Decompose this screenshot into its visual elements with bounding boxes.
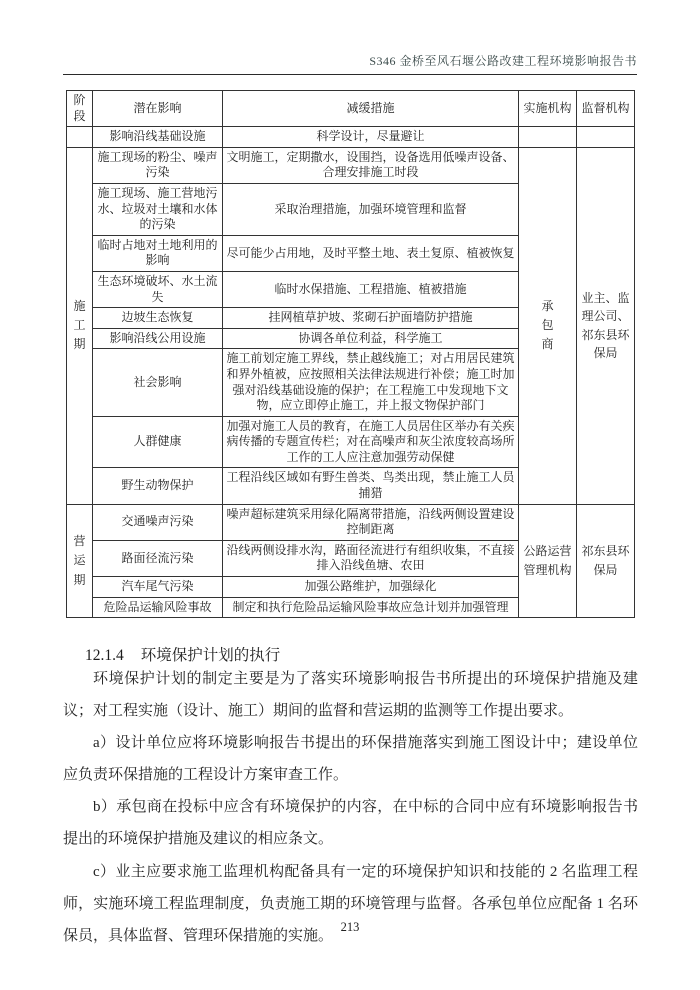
paragraph-intro: 环境保护计划的制定主要是为了落实环境影响报告书所提出的环境保护措施及建议；对工程实施（设计、施工）期间的监督和营运期的监测等工作提出要求。	[63, 671, 638, 720]
measure-cell: 沿线两侧设排水沟，路面径流进行有组织收集，不直接排入沿线鱼塘、农田	[223, 540, 519, 576]
supervisor-cell-construction: 业主、监理公司、祁东县环保局	[577, 147, 635, 504]
measure-cell: 采取治理措施，加强环境管理和监督	[223, 183, 519, 235]
impact-cell: 施工现场、施工营地污水、垃圾对土壤和水体的污染	[93, 183, 223, 235]
measure-cell: 噪声超标建筑采用绿化隔离带措施，沿线两侧设置建设控制距离	[223, 504, 519, 540]
phase-cell-operation	[67, 504, 93, 618]
measure-cell: 挂网植草护坡、浆砌石护面墙防护措施	[223, 308, 519, 329]
phase-label: 营运期	[73, 534, 86, 587]
table-row	[67, 504, 635, 540]
measure-cell: 尽可能少占用地，及时平整土地、表土复原、植被恢复	[223, 235, 519, 271]
section-heading	[85, 643, 637, 665]
section-title: 环境保护计划的执行	[140, 647, 281, 664]
measure-cell: 科学设计，尽量避让	[223, 127, 519, 148]
impact-cell: 施工现场的粉尘、噪声污染	[93, 147, 223, 183]
measure-cell: 施工前划定施工界线，禁止越线施工；对占用居民建筑和界外植被，应按照相关法律法规进行补偿；施工时加强对沿线基础设施的保护；在工程施工中发现地下文物，应立即停止施工，并上报文物保护部门	[223, 349, 519, 416]
header-title: S346 金桥至风石堰公路改建工程环境影响报告书	[369, 54, 637, 68]
impact-cell: 边坡生态恢复	[93, 308, 223, 329]
measure-cell: 协调各单位利益，科学施工	[223, 328, 519, 349]
impact-mitigation-table	[66, 90, 635, 618]
impact-cell: 影响沿线公用设施	[93, 328, 223, 349]
paragraph-b: b）承包商在投标中应含有环境保护的内容，在中标的合同中应有环境影响报告书提出的环境保护措施及建议的相应条文。	[63, 799, 638, 848]
col-phase: 阶段	[67, 91, 93, 127]
implementer-label: 承包商	[541, 298, 554, 352]
implementer-cell-empty	[519, 127, 577, 148]
paragraph-c: c）业主应要求施工监理机构配备具有一定的环境保护知识和技能的 2 名监理工程师，实施环境工程监理制度，负责施工期的环境管理与监督。各承包单位应配备 1 名环保员，具体监督、管理环保措施的实施。	[63, 863, 638, 944]
section-number: 12.1.4	[85, 647, 124, 664]
impact-cell: 汽车尾气污染	[93, 577, 223, 598]
page-number: 213	[340, 920, 360, 934]
impact-cell: 影响沿线基础设施	[93, 127, 223, 148]
impact-cell: 人群健康	[93, 416, 223, 468]
measure-cell: 制定和执行危险品运输风险事故应急计划并加强管理	[223, 597, 519, 618]
implementer-cell-operation: 公路运营管理机构	[519, 504, 577, 618]
col-implementer: 实施机构	[519, 91, 577, 127]
impact-cell: 危险品运输风险事故	[93, 597, 223, 618]
measure-cell: 文明施工，定期撒水，设围挡，设备选用低噪声设备、合理安排施工时段	[223, 147, 519, 183]
impact-cell: 临时占地对土地利用的影响	[93, 235, 223, 271]
col-impact: 潜在影响	[93, 91, 223, 127]
measure-cell: 加强公路维护，加强绿化	[223, 577, 519, 598]
impact-cell: 路面径流污染	[93, 540, 223, 576]
body-text	[63, 663, 638, 952]
impact-cell: 交通噪声污染	[93, 504, 223, 540]
col-measure: 减缓措施	[223, 91, 519, 127]
table-header-row	[67, 91, 635, 127]
measure-cell: 临时水保措施、工程措施、植被措施	[223, 271, 519, 307]
table-row	[67, 127, 635, 148]
col-supervisor: 监督机构	[577, 91, 635, 127]
table-row	[67, 147, 635, 183]
impact-cell: 野生动物保护	[93, 468, 223, 504]
supervisor-cell-operation: 祁东县环保局	[577, 504, 635, 618]
impact-cell: 社会影响	[93, 349, 223, 416]
paragraph-a: a）设计单位应将环境影响报告书提出的环保措施落实到施工图设计中；建设单位应负责环保措施的工程设计方案审查工作。	[63, 735, 638, 784]
supervisor-cell-empty	[577, 127, 635, 148]
phase-cell-empty	[67, 127, 93, 148]
measure-cell: 加强对施工人员的教育，在施工人员居住区举办有关疾病传播的专题宣传栏；对在高噪声和灰尘浓度较高场所工作的工人应注意加强劳动保健	[223, 416, 519, 468]
phase-label: 施工期	[73, 298, 86, 352]
impact-cell: 生态环境破坏、水土流失	[93, 271, 223, 307]
phase-cell-construction	[67, 147, 93, 504]
measure-cell: 工程沿线区域如有野生兽类、鸟类出现，禁止施工人员捕猎	[223, 468, 519, 504]
implementer-cell-construction	[519, 147, 577, 504]
header-rule	[63, 74, 637, 75]
